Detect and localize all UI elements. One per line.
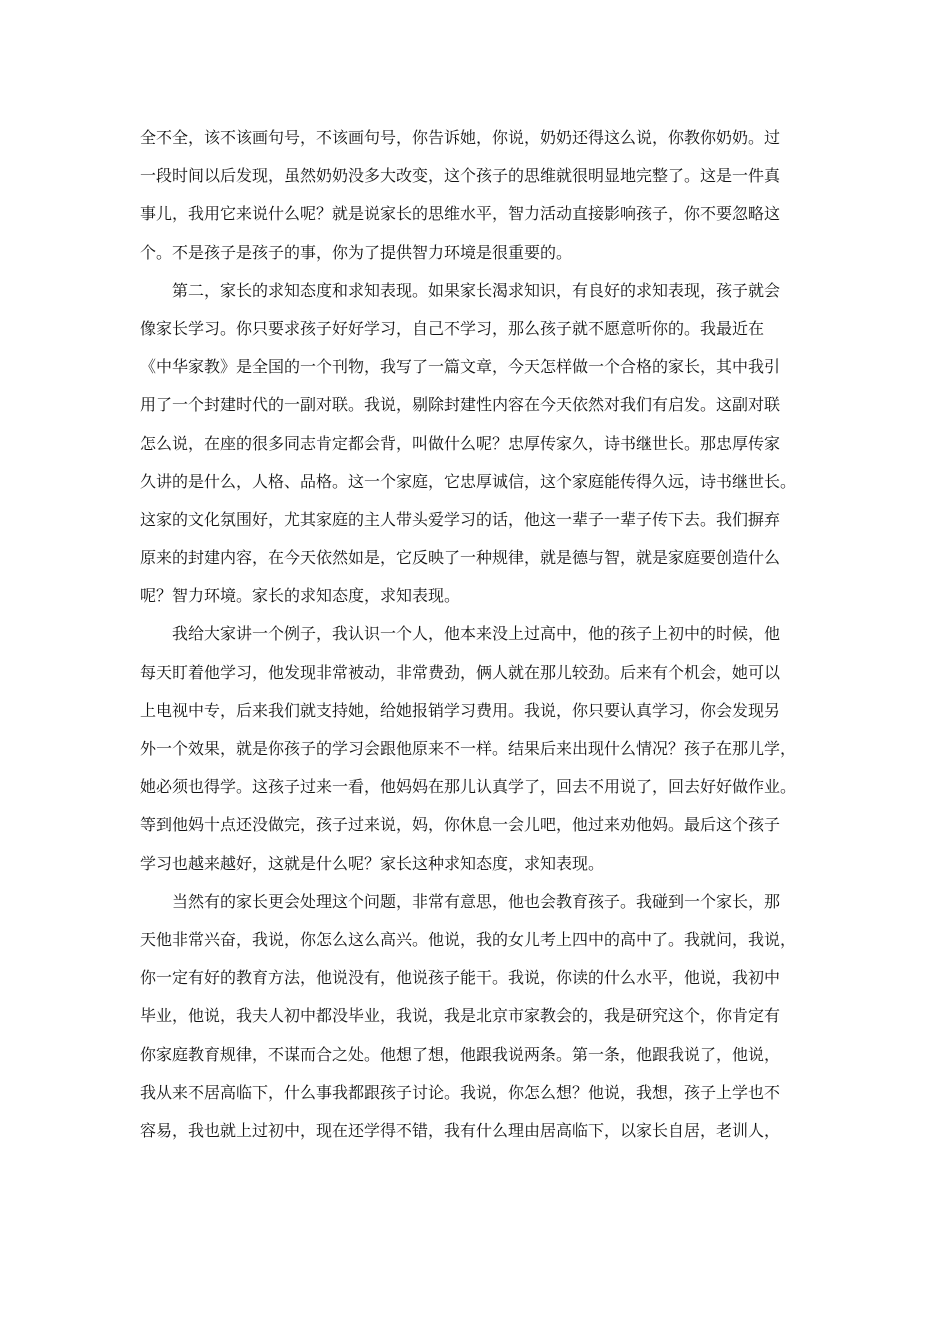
text-line: 你一定有好的教育方法，他说没有，他说孩子能干。我说，你读的什么水平，他说，我初中 <box>140 968 781 988</box>
text-line: 原来的封建内容，在今天依然如是，它反映了一种规律，就是德与智，就是家庭要创造什么 <box>140 548 781 568</box>
text-line: 当然有的家长更会处理这个问题，非常有意思，他也会教育孩子。我碰到一个家长，那 <box>140 891 781 911</box>
text-line: 一段时间以后发现，虽然奶奶没多大改变，这个孩子的思维就很明显地完整了。这是一件真 <box>140 166 781 186</box>
text-line: 全不全，该不该画句号，不该画句号，你告诉她，你说，奶奶还得这么说，你教你奶奶。过 <box>140 128 781 147</box>
text-line: 我从来不居高临下，什么事我都跟孩子讨论。我说，你怎么想？他说，我想，孩子上学也不 <box>140 1082 781 1102</box>
text-line: 你家庭教育规律，不谋而合之处。他想了想，他跟我说两条。第一条，他跟我说了，他说， <box>140 1044 781 1064</box>
text-line: 容易，我也就上过初中，现在还学得不错，我有什么理由居高临下，以家长自居，老训人， <box>140 1120 781 1140</box>
text-line: 上电视中专，后来我们就支持她，给她报销学习费用。我说，你只要认真学习，你会发现另 <box>140 700 781 720</box>
text-line: 久讲的是什么，人格、品格。这一个家庭，它忠厚诚信，这个家庭能传得久远，诗书继世长。 <box>140 471 797 491</box>
text-line: 天他非常兴奋，我说，你怎么这么高兴。他说，我的女儿考上四中的高中了。我就问，我说， <box>140 929 797 949</box>
text-line: 像家长学习。你只要求孩子好好学习，自己不学习，那么孩子就不愿意听你的。我最近在 <box>140 318 765 338</box>
text-line: 呢？智力环境。家长的求知态度，求知表现。 <box>140 586 461 606</box>
text-line: 每天盯着他学习，他发现非常被动，非常费劲，俩人就在那儿较劲。后来有个机会，她可以 <box>140 662 781 682</box>
text-line: 我给大家讲一个例子，我认识一个人，他本来没上过高中，他的孩子上初中的时候，他 <box>140 624 781 644</box>
text-line: 这家的文化氛围好，尤其家庭的主人带头爱学习的话，他这一辈子一辈子传下去。我们摒弃 <box>140 509 781 529</box>
text-line: 事儿，我用它来说什么呢？就是说家长的思维水平，智力活动直接影响孩子，你不要忽略这 <box>140 204 781 224</box>
text-line: 怎么说，在座的很多同志肯定都会背，叫做什么呢？忠厚传家久，诗书继世长。那忠厚传家 <box>140 433 781 453</box>
text-line: 《中华家教》是全国的一个刊物，我写了一篇文章，今天怎样做一个合格的家长，其中我引 <box>140 357 781 377</box>
text-line: 第二，家长的求知态度和求知表现。如果家长渴求知识，有良好的求知表现，孩子就会 <box>140 280 781 300</box>
text-line: 个。不是孩子是孩子的事，你为了提供智力环境是很重要的。 <box>140 242 573 262</box>
text-line: 外一个效果，就是你孩子的学习会跟他原来不一样。结果后来出现什么情况？孩子在那儿学， <box>140 739 797 758</box>
text-line: 毕业，他说，我夫人初中都没毕业，我说，我是北京市家教会的，我是研究这个，你肯定有 <box>140 1006 781 1026</box>
text-line: 等到他妈十点还没做完，孩子过来说，妈，你休息一会儿吧，他过来劝他妈。最后这个孩子 <box>140 815 781 835</box>
document-body <box>140 119 820 1150</box>
text-line: 用了一个封建时代的一副对联。我说，剔除封建性内容在今天依然对我们有启发。这副对联 <box>140 395 781 415</box>
text-line: 她必须也得学。这孩子过来一看，他妈妈在那儿认真学了，回去不用说了，回去好好做作业。 <box>140 777 797 797</box>
text-line: 学习也越来越好，这就是什么呢？家长这种求知态度，求知表现。 <box>140 853 605 873</box>
